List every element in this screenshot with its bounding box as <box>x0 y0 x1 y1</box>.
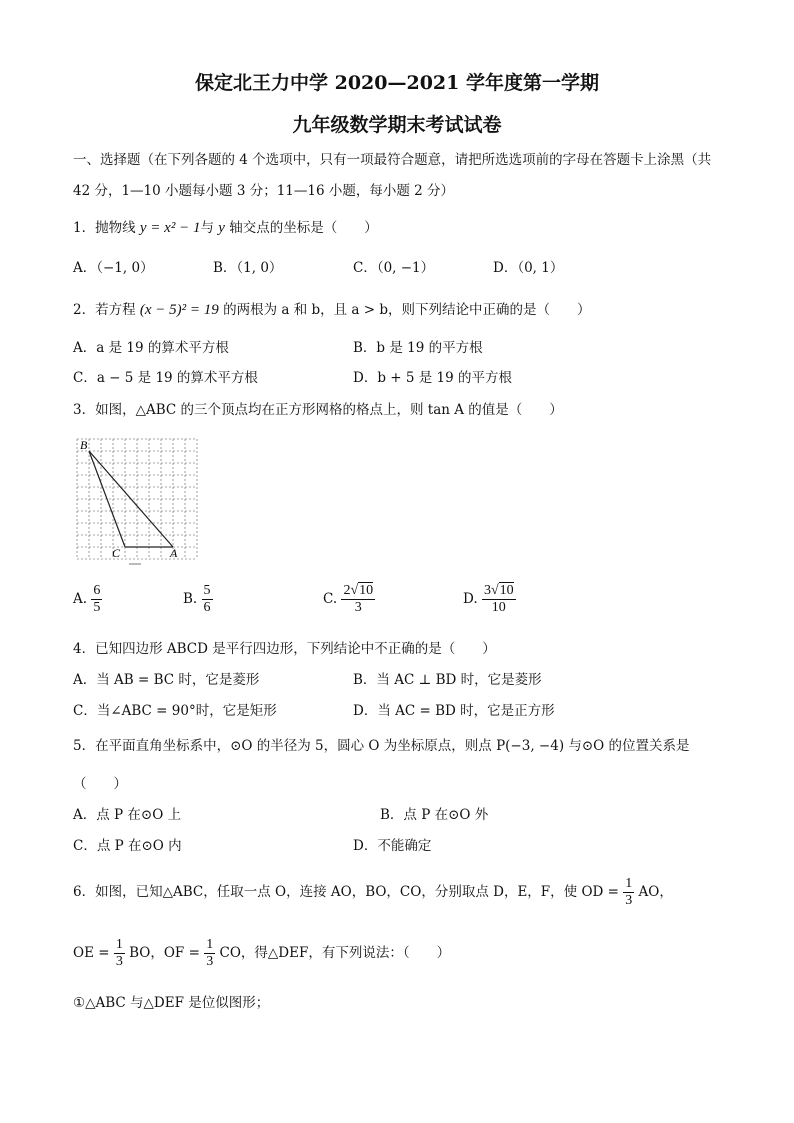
q3-grid-figure <box>74 436 204 568</box>
q6-statement-1: ①△ABC 与△DEF 是位似图形； <box>73 995 270 1011</box>
numerator: 6 <box>93 583 101 598</box>
q1-stem-a: 1．抛物线 <box>73 220 140 236</box>
fraction-one-third <box>204 937 215 970</box>
q3-option-c-letter: C. <box>323 591 338 607</box>
numerator: 1 <box>625 876 633 891</box>
question-6-line2 <box>73 937 450 970</box>
q6-line2-a: OE = <box>73 945 110 961</box>
q3-option-c <box>323 583 375 616</box>
denominator: 3 <box>625 893 633 908</box>
label-c: C <box>112 546 121 560</box>
question-2-stem <box>73 301 591 319</box>
coefficient: 3 <box>483 583 491 598</box>
numerator: 1 <box>115 937 123 952</box>
q5-option-d: D．不能确定 <box>353 838 432 854</box>
radicand: 10 <box>499 583 514 598</box>
exam-title-line2: 九年级数学期末考试试卷 <box>292 114 502 136</box>
q5-option-a: A．点 P 在⊙O 上 <box>73 807 182 823</box>
section-intro-line1: 一、选择题（在下列各题的 4 个选项中，只有一项最符合题意，请把所选选项前的字母在答题卡上涂黑（共 <box>73 152 712 168</box>
question-5-stem-line2: （ ） <box>73 776 127 792</box>
q2-option-c: C．a − 5 是 19 的算术平方根 <box>73 370 258 386</box>
q3-option-a <box>73 583 102 616</box>
q2-stem-b: 的两根为 a 和 b，且 a > b，则下列结论中正确的是（ ） <box>218 302 591 318</box>
q6-line2-c: CO，得△DEF，有下列说法：（ ） <box>219 945 451 961</box>
q3-option-d-letter: D. <box>463 591 478 607</box>
q6-line1-b: AO， <box>638 884 673 900</box>
q3-option-d-fraction <box>482 583 516 616</box>
q5-option-c: C．点 P 在⊙O 内 <box>73 838 182 854</box>
fraction-one-third <box>114 937 125 970</box>
q1-option-c: C．（0, −1） <box>353 260 435 276</box>
question-6-line1 <box>73 876 673 909</box>
denominator: 3 <box>354 600 362 615</box>
fraction-one-third <box>623 876 634 909</box>
q2-stem-a: 2．若方程 <box>73 302 140 318</box>
q3-option-b-letter: B. <box>183 591 198 607</box>
q3-option-c-fraction <box>341 583 375 616</box>
q6-line1-a: 6．如图，已知△ABC，任取一点 O，连接 AO，BO，CO，分别取点 D，E，F，使 OD = <box>73 884 619 900</box>
denominator: 6 <box>203 600 211 615</box>
section-intro-line2: 42 分，1—10 小题每小题 3 分；11—16 小题，每小题 2 分） <box>73 183 455 199</box>
coefficient: 2 <box>343 583 351 598</box>
q1-option-d: D．（0, 1） <box>493 260 564 276</box>
q1-option-b: B．（1, 0） <box>213 260 283 276</box>
denominator: 10 <box>491 600 506 615</box>
numerator: 2√10 <box>343 583 374 598</box>
q1-stem-b: 与 <box>200 220 219 236</box>
exam-title-line1: 保定北王力中学 2020—2021 学年度第一学期 <box>195 72 599 94</box>
q5-option-b: B．点 P 在⊙O 外 <box>380 807 489 823</box>
q1-stem-c: 轴交点的坐标是（ ） <box>224 220 378 236</box>
question-5-stem-line1: 5．在平面直角坐标系中，⊙O 的半径为 5，圆心 O 为坐标原点，则点 P(−3, −4) 与⊙O 的位置关系是 <box>73 738 690 754</box>
label-b: B <box>80 438 88 452</box>
q1-expression: y = x² − 1 <box>139 220 201 236</box>
radicand: 10 <box>359 583 374 598</box>
q3-option-a-letter: A. <box>73 591 88 607</box>
q3-option-a-fraction <box>91 583 102 616</box>
denominator: 3 <box>206 954 214 969</box>
q3-option-d <box>463 583 516 616</box>
q6-line2-b: BO，OF = <box>129 945 200 961</box>
numerator: 5 <box>203 583 211 598</box>
q2-option-d: D．b + 5 是 19 的平方根 <box>353 370 513 386</box>
q2-expression: (x − 5)² = 19 <box>139 302 219 318</box>
q2-option-b: B．b 是 19 的平方根 <box>353 340 483 356</box>
numerator: 1 <box>206 937 214 952</box>
q3-option-b <box>183 583 213 616</box>
q4-option-c: C．当∠ABC = 90°时，它是矩形 <box>73 703 277 719</box>
denominator: 5 <box>93 600 101 615</box>
q4-option-d: D．当 AC = BD 时，它是正方形 <box>353 703 555 719</box>
q2-option-a: A．a 是 19 的算术平方根 <box>73 340 229 356</box>
q4-option-a: A．当 AB = BC 时，它是菱形 <box>73 672 260 688</box>
denominator: 3 <box>115 954 123 969</box>
q1-option-a: A．（−1, 0） <box>73 260 154 276</box>
question-4-stem: 4．已知四边形 ABCD 是平行四边形，下列结论中不正确的是（ ） <box>73 641 496 657</box>
question-1-stem <box>73 219 378 237</box>
q4-option-b: B．当 AC ⊥ BD 时，它是菱形 <box>353 672 542 688</box>
question-3-stem: 3．如图，△ABC 的三个顶点均在正方形网格的格点上，则 tan A 的值是（ ） <box>73 402 563 418</box>
q1-var: y <box>218 220 225 236</box>
numerator: 3√10 <box>483 583 514 598</box>
q3-option-b-fraction <box>202 583 213 616</box>
label-a: A <box>170 546 178 560</box>
